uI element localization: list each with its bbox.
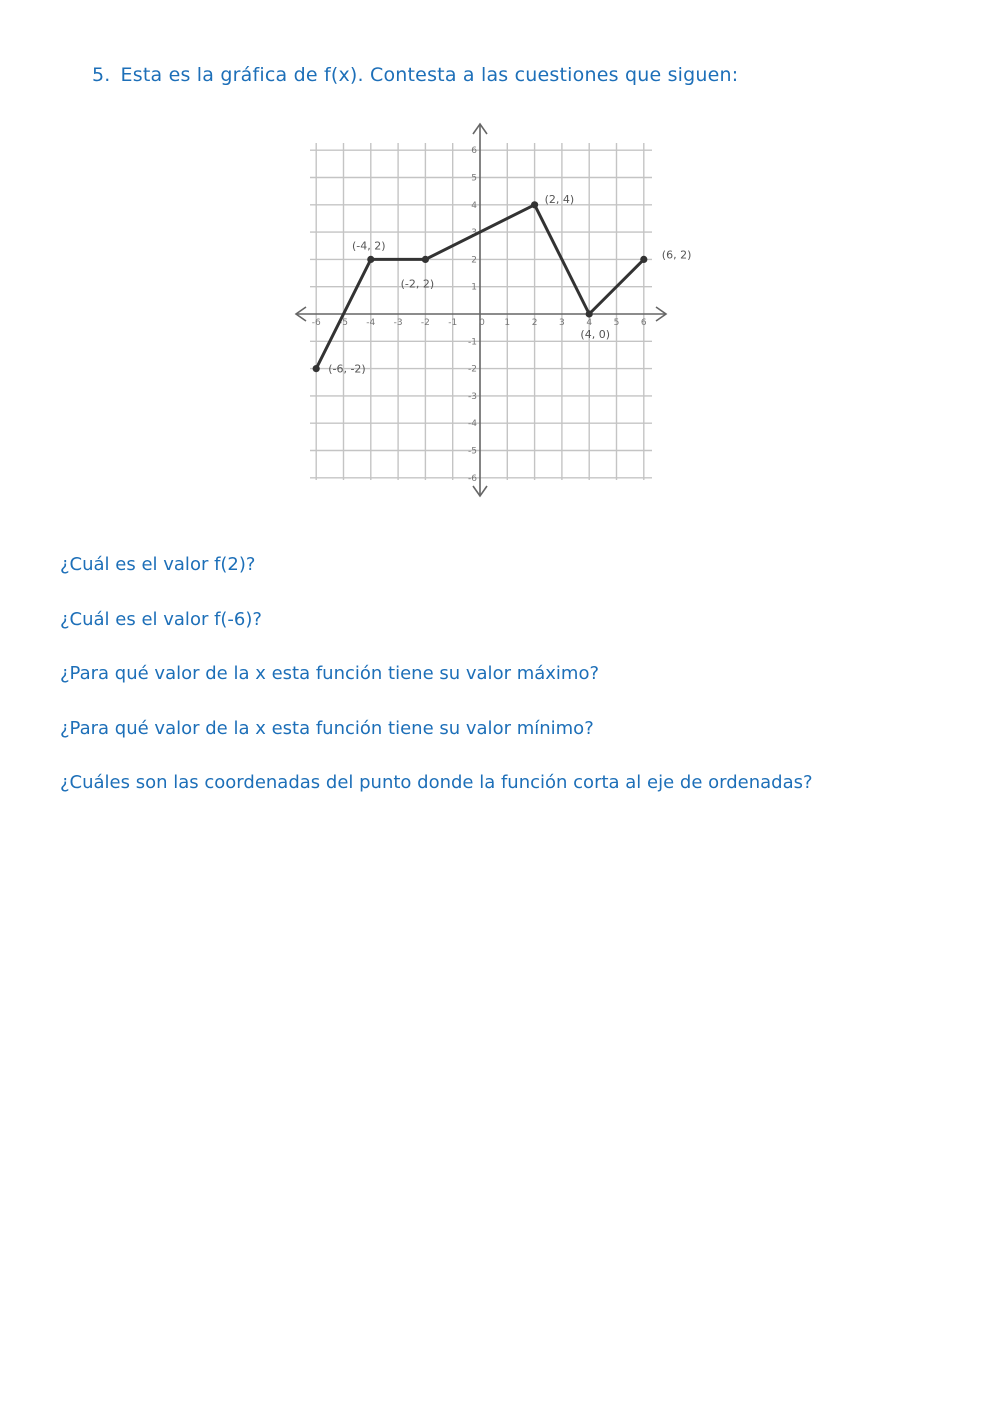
y-tick-label: -4: [468, 419, 477, 430]
y-tick-label: -5: [468, 446, 477, 457]
x-tick-label: -2: [420, 318, 430, 328]
y-tick-label: 2: [471, 255, 477, 266]
point-label: (-4, 2): [352, 239, 386, 253]
data-point: [367, 256, 374, 263]
point-label: (-2, 2): [400, 277, 435, 291]
question-y-intercept: ¿Cuáles son las coordenadas del punto donde la función corta al eje de ordenadas?: [60, 772, 813, 793]
x-tick-label: 4: [586, 318, 593, 328]
question-f-of-minus-6: ¿Cuál es el valor f(-6)?: [60, 608, 262, 630]
y-tick-label: -2: [468, 364, 477, 375]
x-tick-label: -4: [366, 318, 376, 328]
question-min-x: ¿Para qué valor de la x esta función tiene su valor mínimo?: [60, 717, 594, 739]
x-tick-label: -1: [448, 318, 458, 328]
x-tick-label: -3: [393, 318, 403, 328]
function-graph: [290, 118, 692, 503]
data-point: [422, 256, 429, 263]
x-tick-label: 5: [613, 318, 620, 328]
point-label: (2, 4): [544, 192, 575, 206]
exercise-number: 5.: [92, 64, 111, 86]
exercise-instruction: Esta es la gráfica de f(x). Contesta a las cuestiones que siguen:: [120, 64, 739, 86]
data-point: [640, 256, 647, 263]
data-point: [531, 201, 538, 208]
question-max-x: ¿Para qué valor de la x esta función tiene su valor máximo?: [60, 663, 600, 684]
question-f-of-2: ¿Cuál es el valor f(2)?: [60, 554, 256, 575]
x-tick-label: 3: [559, 318, 565, 328]
y-tick-label: -1: [468, 337, 477, 348]
x-tick-label: -5: [339, 318, 348, 328]
y-tick-label: -3: [468, 391, 477, 402]
x-tick-label: 6: [640, 318, 647, 328]
y-tick-label: 6: [471, 146, 477, 157]
x-tick-label: 0: [479, 318, 485, 328]
y-tick-label: 4: [471, 200, 477, 211]
question-list: [60, 552, 960, 825]
point-label: (6, 2): [661, 248, 692, 262]
x-tick-label: 1: [504, 318, 511, 328]
x-tick-label: 2: [531, 318, 538, 328]
exercise-heading: [92, 64, 738, 86]
y-tick-label: 5: [471, 173, 477, 184]
y-tick-label: -6: [468, 473, 477, 484]
point-label: (-6, -2): [328, 362, 366, 376]
data-point: [586, 310, 593, 317]
data-point: [313, 365, 320, 372]
y-tick-label: 3: [471, 228, 477, 239]
x-tick-label: -6: [311, 318, 321, 328]
point-label: (4, 0): [580, 328, 610, 341]
function-graph-svg: [290, 118, 692, 503]
y-tick-label: 1: [471, 282, 477, 293]
